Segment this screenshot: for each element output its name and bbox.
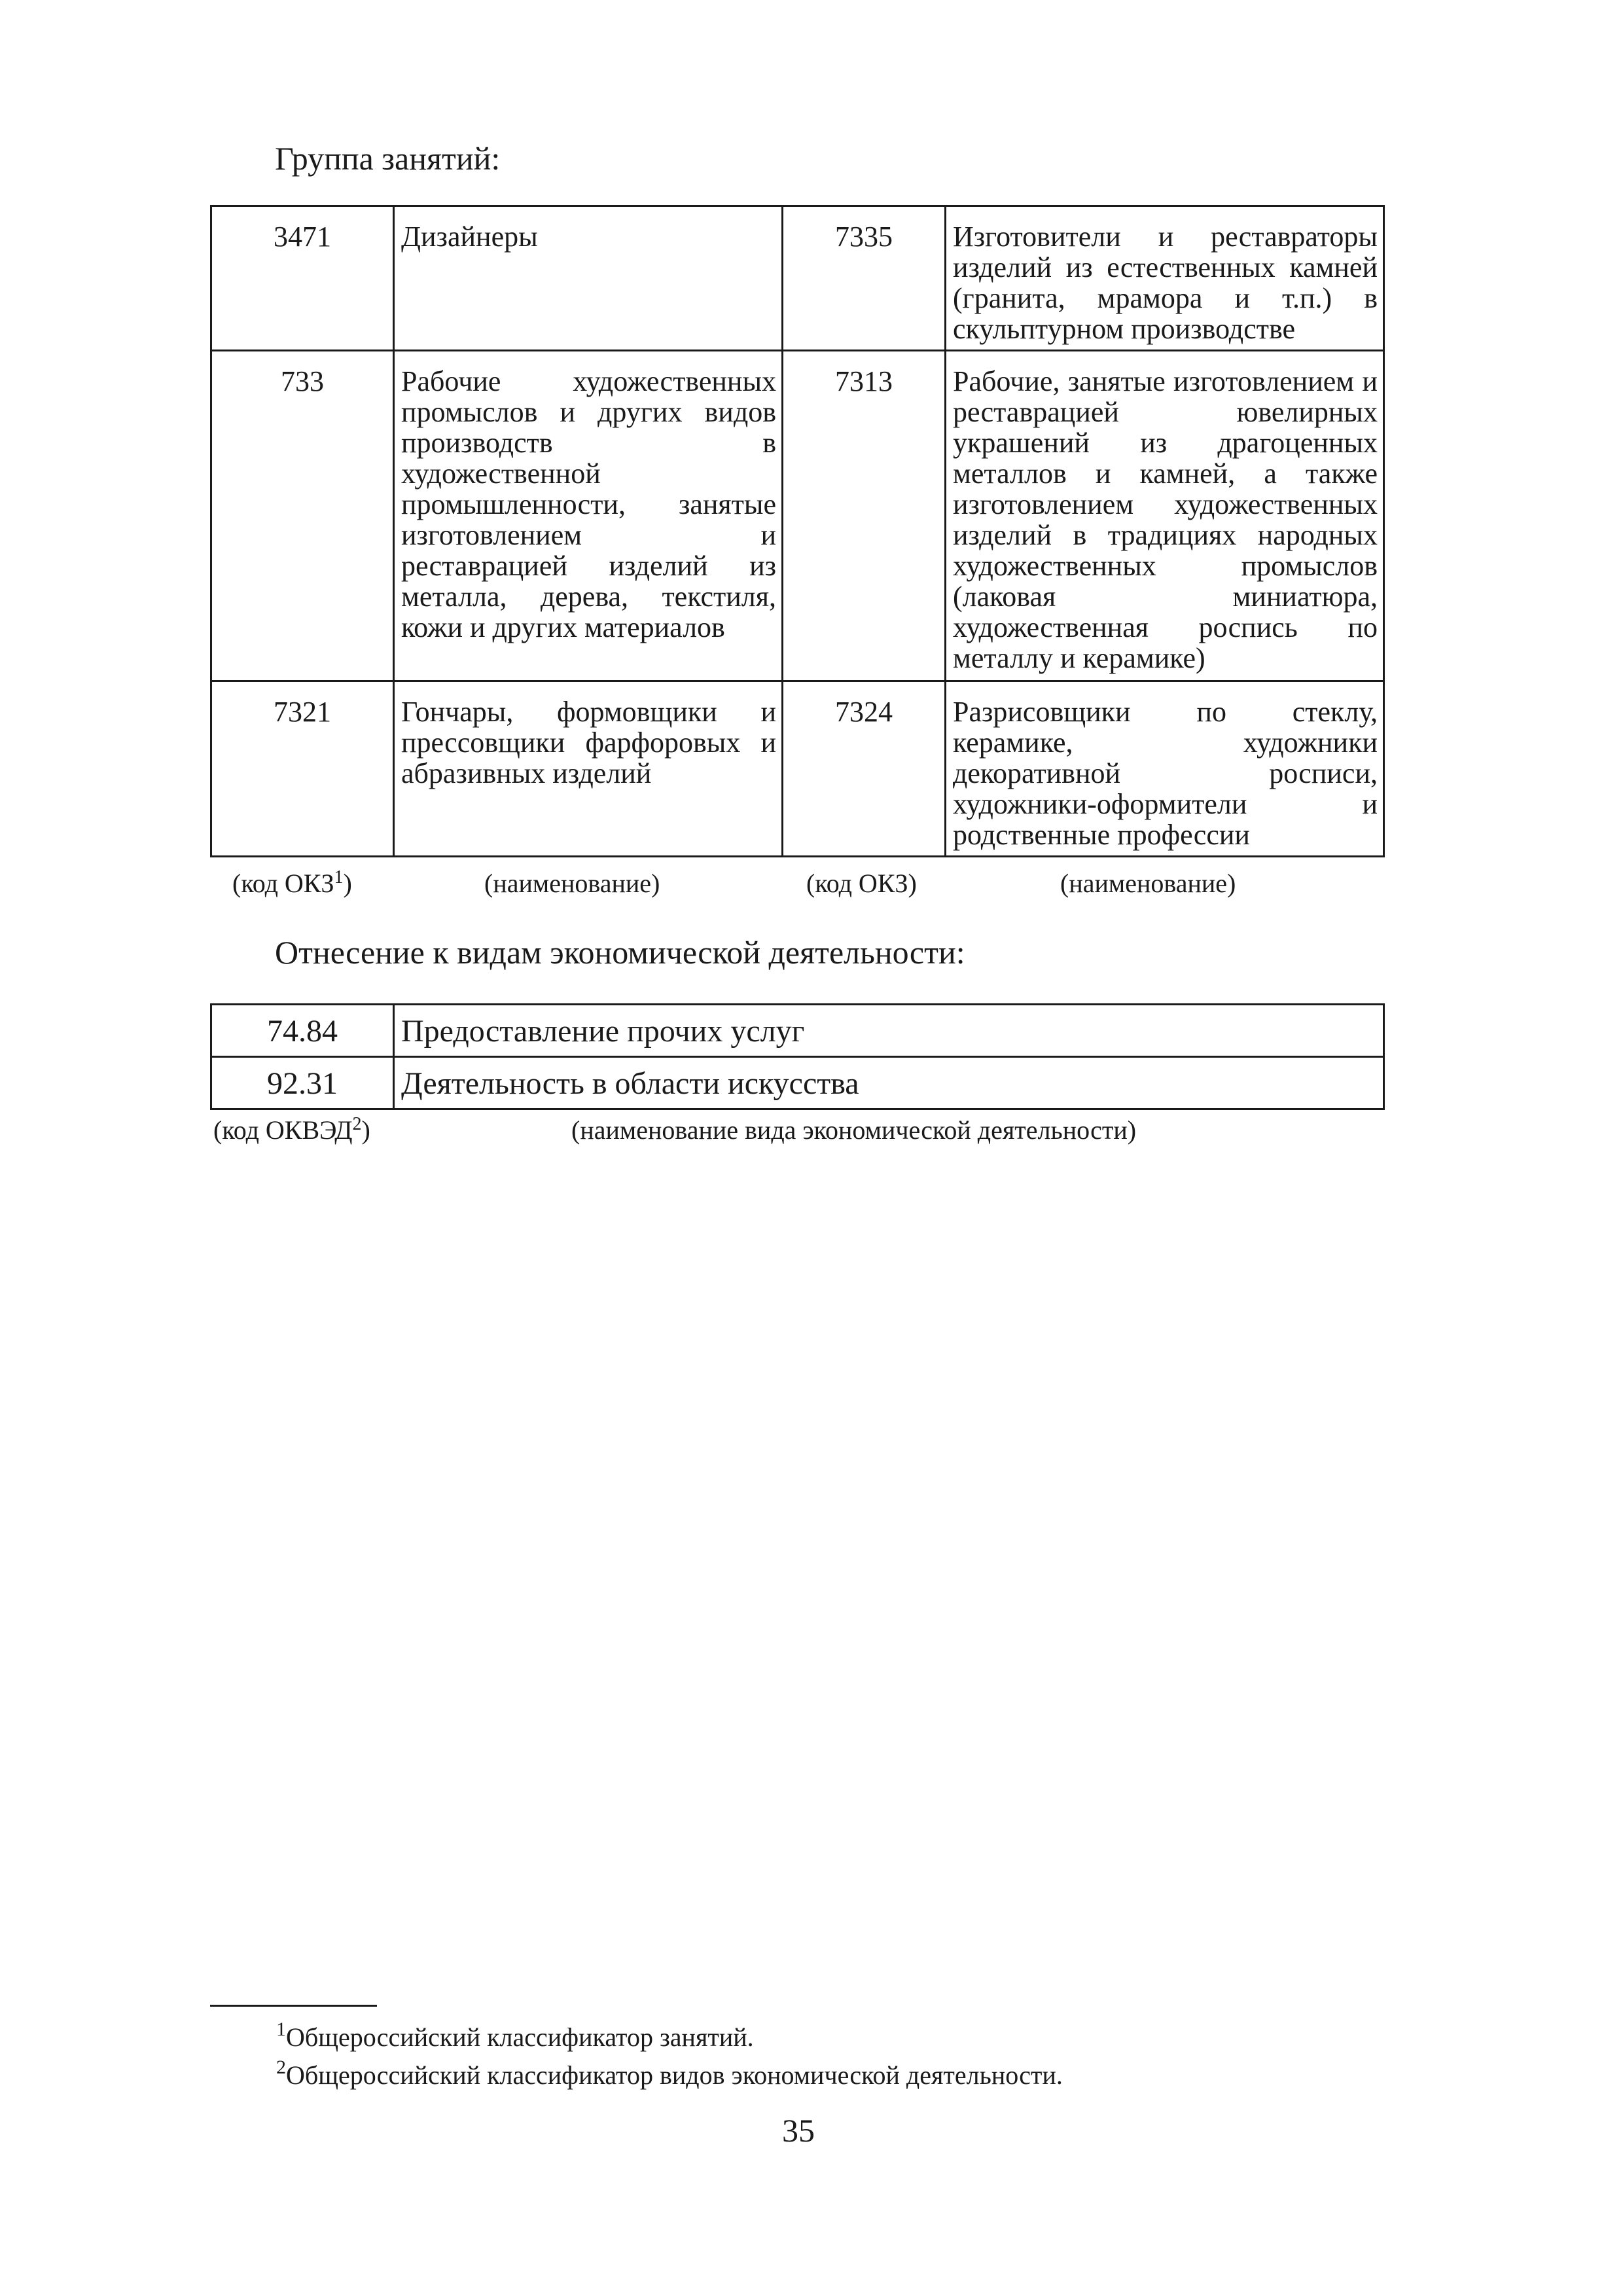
caption-text: (код ОКВЭД xyxy=(213,1115,353,1145)
occupation-name-cell: Разрисовщики по стеклу, керамике, художники декоративной росписи, художники-оформители и родственные профессии xyxy=(946,681,1384,857)
occupation-name-cell: Рабочие, занятые изготовлением и реставрацией ювелирных украшений из драгоценных металлов и камней, а также изготовлением художественных изделий в традициях народных художественных промыслов (лаковая миниатюра, художественная роспись по металлу и керамике) xyxy=(946,351,1384,681)
table-row xyxy=(211,206,1384,351)
occupations-table xyxy=(210,205,1385,857)
activity-name-cell: Предоставление прочих услуг xyxy=(394,1005,1384,1057)
occupation-group-heading: Группа занятий: xyxy=(275,140,501,177)
occupation-name-cell: Дизайнеры xyxy=(394,206,783,351)
name-caption: (наименование) xyxy=(484,869,660,898)
caption-text: (код ОКЗ xyxy=(232,869,334,898)
occupation-name-cell: Гончары, формовщики и прессовщики фарфоровых и абразивных изделий xyxy=(394,681,783,857)
okved-code-cell: 74.84 xyxy=(211,1005,394,1057)
okz-code-cell: 7335 xyxy=(783,206,946,351)
okz-code-caption: (код ОКЗ) xyxy=(806,869,917,898)
economic-activities-table xyxy=(210,1003,1385,1110)
occupation-name-cell: Рабочие художественных промыслов и других видов производств в художественной промышленности, занятые изготовлением и реставрацией изделий из металла, дерева, текстиля, кожи и других материалов xyxy=(394,351,783,681)
okz-code-cell: 3471 xyxy=(211,206,394,351)
activity-name-caption: (наименование вида экономической деятельности) xyxy=(571,1115,1137,1145)
okz-code-cell: 7324 xyxy=(783,681,946,857)
caption-close: ) xyxy=(343,869,352,898)
footnote-mark: 1 xyxy=(276,2018,286,2040)
footnote-text: Общероссийский классификатор занятий. xyxy=(286,2022,754,2052)
table-row xyxy=(211,351,1384,681)
page-number: 35 xyxy=(782,2112,815,2149)
caption-close: ) xyxy=(361,1115,370,1145)
footnote-ref: 2 xyxy=(352,1114,362,1134)
table-row xyxy=(211,681,1384,857)
okz-code-caption xyxy=(232,868,352,899)
activity-name-cell: Деятельность в области искусства xyxy=(394,1057,1384,1109)
occupation-name-cell: Изготовители и реставраторы изделий из естественных камней (гранита, мрамора и т.п.) в скульптурном производстве xyxy=(946,206,1384,351)
okz-code-cell: 7313 xyxy=(783,351,946,681)
table-row xyxy=(211,1057,1384,1109)
okz-code-cell: 7321 xyxy=(211,681,394,857)
okved-code-cell: 92.31 xyxy=(211,1057,394,1109)
table-row xyxy=(211,1005,1384,1057)
footnote-separator xyxy=(210,2005,377,2007)
footnote xyxy=(276,2018,754,2053)
footnote xyxy=(276,2056,1063,2091)
economic-activity-heading: Отнесение к видам экономической деятельности: xyxy=(275,934,965,971)
footnote-mark: 2 xyxy=(276,2056,286,2078)
footnote-text: Общероссийский классификатор видов экономической деятельности. xyxy=(286,2060,1063,2090)
name-caption: (наименование) xyxy=(1060,869,1236,898)
okved-code-caption xyxy=(213,1115,370,1146)
okz-code-cell: 733 xyxy=(211,351,394,681)
footnote-ref: 1 xyxy=(334,867,344,888)
